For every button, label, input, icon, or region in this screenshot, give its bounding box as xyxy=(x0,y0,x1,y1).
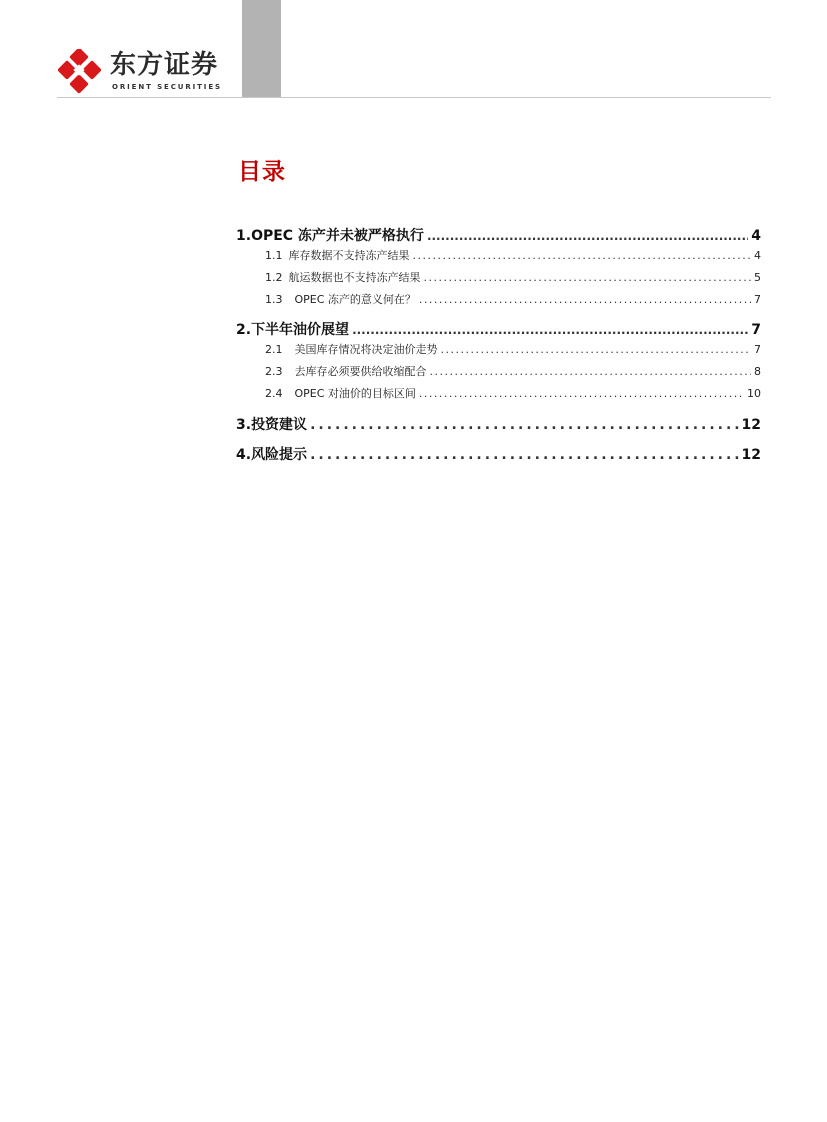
toc-entry-page: 7 xyxy=(754,343,761,356)
toc-entry-text: OPEC 对油价的目标区间 xyxy=(294,387,416,400)
toc-entry-number: 2.3 xyxy=(265,365,283,378)
toc-entry-number: 3. xyxy=(236,417,252,433)
toc-entry-number: 2.4 xyxy=(265,387,283,400)
toc-entry-1[interactable] xyxy=(236,227,761,245)
toc-leader-dots xyxy=(424,270,752,285)
toc-entry-number: 1.2 xyxy=(265,271,283,284)
toc-leader-dots xyxy=(419,386,744,401)
toc-entry-number: 1.3 xyxy=(265,293,283,306)
toc-leader-dots xyxy=(427,227,748,245)
toc-entry-2-3[interactable] xyxy=(236,364,761,379)
toc-entry-page: 4 xyxy=(751,228,761,244)
toc-leader-dots xyxy=(413,248,752,263)
toc-entry-1-2[interactable] xyxy=(236,270,761,285)
brand-name-en: ORIENT SECURITIES xyxy=(112,83,222,91)
toc-entry-page: 10 xyxy=(747,387,761,400)
orient-securities-logo xyxy=(58,49,104,95)
toc-entry-text: 风险提示 xyxy=(251,447,308,463)
toc-entry-page: 7 xyxy=(751,322,761,338)
toc-leader-dots xyxy=(352,321,748,339)
toc-entry-2-1[interactable] xyxy=(236,342,761,357)
toc-entry-text: 库存数据不支持冻产结果 xyxy=(288,249,410,262)
toc-entry-1-3[interactable] xyxy=(236,292,761,307)
toc-entry-page: 4 xyxy=(754,249,761,262)
toc-leader-dots xyxy=(430,364,752,379)
toc-leader-dots xyxy=(310,416,738,434)
toc-entry-text: 航运数据也不支持冻产结果 xyxy=(288,271,421,284)
toc-entry-2[interactable] xyxy=(236,321,761,339)
header-divider xyxy=(57,97,771,98)
toc-entry-page: 8 xyxy=(754,365,761,378)
toc-entry-4[interactable] xyxy=(236,446,761,464)
toc-entry-number: 1. xyxy=(236,228,252,244)
toc-entry-page: 12 xyxy=(741,447,761,463)
toc-leader-dots xyxy=(419,292,751,307)
toc-entry-page: 12 xyxy=(741,417,761,433)
toc-entry-text: 下半年油价展望 xyxy=(251,322,350,338)
toc-entry-text: 美国库存情况将决定油价走势 xyxy=(294,343,438,356)
toc-entry-text: 去库存必须要供给收缩配合 xyxy=(294,365,427,378)
toc-entry-page: 5 xyxy=(754,271,761,284)
toc-leader-dots xyxy=(310,446,738,464)
brand-name-cn: 东方证券 xyxy=(110,50,219,80)
toc-entry-number: 4. xyxy=(236,447,252,463)
toc-leader-dots xyxy=(441,342,752,357)
header-accent-bar xyxy=(242,0,281,98)
toc-entry-1-1[interactable] xyxy=(236,248,761,263)
toc-entry-number: 2. xyxy=(236,322,252,338)
toc-entry-3[interactable] xyxy=(236,416,761,434)
toc-entry-text: 投资建议 xyxy=(251,417,308,433)
toc-entry-number: 2.1 xyxy=(265,343,283,356)
toc-entry-text: OPEC 冻产并未被严格执行 xyxy=(251,228,424,244)
toc-entry-number: 1.1 xyxy=(265,249,283,262)
toc-entry-page: 7 xyxy=(754,293,761,306)
toc-entry-text: OPEC 冻产的意义何在？ xyxy=(294,293,416,306)
toc-title: 目录 xyxy=(238,159,286,185)
toc-entry-2-4[interactable] xyxy=(236,386,761,401)
